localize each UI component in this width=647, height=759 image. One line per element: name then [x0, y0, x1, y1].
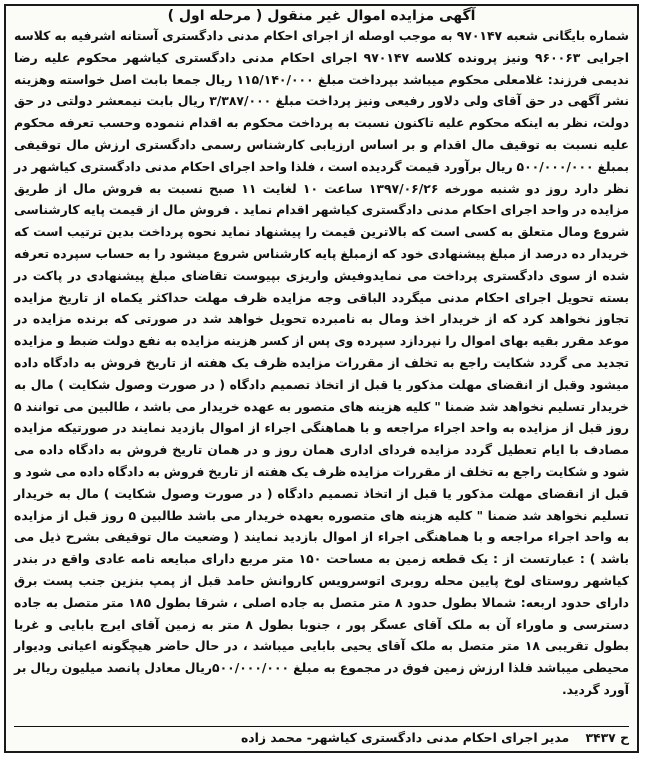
notice-code: ح ۳۴۳۷ [585, 730, 629, 745]
notice-footer [14, 726, 629, 747]
notice-body: شماره بایگانی شعبه ۹۷۰۱۴۷ به موجب اوصله از اجرای احکام مدنی دادگستری آستانه اشرفیه به کلاسه اجرایی ۹۶۰۰۶۳ ونیز پرونده کلاسه ۹۷۰۱۴۷ اجرای احکام مدنی دادگستری کیاشهر محکوم علیه رضا ندیمی فرزند: غلامعلی محکوم میباشد بپرداخت مبلغ ۱۱۵/۱۴۰/۰۰۰ ریال جمعا بابت اصل خواسته وهزینه نشر آگهی در حق آقای ولی دلاور رفیعی ونیز پرداخت مبلغ ۳/۳۸۷/۰۰۰ ریال بابت نیمعشر دولتی در حق دولت، نظر به اینکه محکوم علیه تاکنون نسبت به پرداخت محکوم به اقدام ننموده وحسب تعرفه محکوم علیه نسبت به توقیف مال اقدام و بر اساس ارزیابی کارشناس رسمی دادگستری ارزش مال توقیفی بمبلغ ۵۰۰/۰۰۰/۰۰۰ ریال برآورد قیمت گردیده است ، فلذا واحد اجرای احکام مدنی دادگستری کیاشهر در نظر دارد روز دو شنبه مورخه ۱۳۹۷/۰۶/۲۶ ساعت ۱۰ لغایت ۱۱ صبح نسبت به فروش مال از طریق مزایده در واحد اجرای احکام مدنی دادگستری کیاشهر اقدام نماید . فروش مال از قیمت پایه کارشناسی شروع ومال متعلق به کسی است که بالاترین قیمت را پیشنهاد نماید نحوه پرداخت بدین ترتیب است که خریدار ده درصد از مبلغ پیشنهادی خود که ازمبلغ پایه کارشناس شروع میشود را به حساب سپرده تعرفه شده از سوی دادگستری پرداخت می نمایدوفیش واریزی بپیوست تقاضای مبلغ پیشنهادی در پاکت در بسته تحویل اجرای احکام مدنی میگردد الباقی وجه مزایده ظرف مهلت حداکثر یکماه از تاریخ مزایده تجاوز نخواهد کرد که از خریدار اخذ ومال به نامبرده تحویل خواهد شد در صورتی که برنده مزایده در موعد مقرر بقیه بهای اموال را نپردازد سپرده وی پس از کسر هزینه مزایده به نفع دولت ضبط و مزایده تجدید می گردد شکایت راجع به تخلف از مقررات مزایده ظرف یک هفته از تاریخ فروش به دادگاه داده میشود وقبل از انقضای مهلت مذکور یا قبل از اتخاذ تصمیم دادگاه ( در صورت وصول شکایت ) مال به خریدار تسلیم نخواهد شد ضمنا " کلیه هزینه های متصور به عهده خریدار می باشد ، طالبین می توانند ۵ روز قبل از مزایده به واحد اجراء مراجعه و با هماهنگی اجراء از اموال بازدید نمایند در صورتیکه مزایده مصادف با ایام تعطیل گردد مزایده فردای اداری همان روز و در همان تاریخ فروش به دادگاه داده می شود و شکایت راجع به تخلف از مقررات مزایده ظرف یک هفته از تاریخ فروش به دادگاه داده می شود و قبل از انقضای مهلت مذکور یا قبل از اتخاذ تصمیم دادگاه ( در صورت وصول شکایت ) مال به خریدار تسلیم نخواهد شد ضمنا " کلیه هزینه های متصوره بعهده خریدار می باشد طالبین ۵ روز قبل از مزایده به واحد اجراء مراجعه و با هماهنگی اجراء از اموال بازدید نمایند ( وضعیت مال توقیفی بشرح ذیل می باشد ) : عبارتست از : یک قطعه زمین به مساحت ۱۵۰ متر مربع دارای مبایعه نامه عادی واقع در بندر کیاشهر روستای لوخ پایین محله روبری اتوسرویس کاروانش حامد قبل از پمپ بنزین جنب پست برق دارای حدود اربعه: شمالا بطول حدود ۸ متر متصل به جاده اصلی ، شرقا بطول ۱۸۵ متر متصل به جاده دسترسی و ماوراء آن به ملک آقای عسگر پور ، جنوبا بطول ۸ متر به زمین آقای ایرج بابایی و غربا بطول تقریبی ۱۸ متر متصل به ملک آقای یحیی بابایی میباشد ، در حال حاضر هیچگونه اعیانی ودیوار محیطی میباشد فلذا ارزش زمین فوق در مجموع به مبلغ ۵۰۰/۰۰۰/۰۰۰ریال معادل پانصد میلیون ریال بر آورد گردید. [14, 28, 630, 697]
notice-title: آگهی مزایده اموال غیر منقول ( مرحله اول ) [167, 8, 476, 24]
auction-notice [4, 4, 639, 753]
notice-signature: مدیر اجرای احکام مدنی دادگستری کیاشهر- محمد زاده [240, 730, 570, 745]
